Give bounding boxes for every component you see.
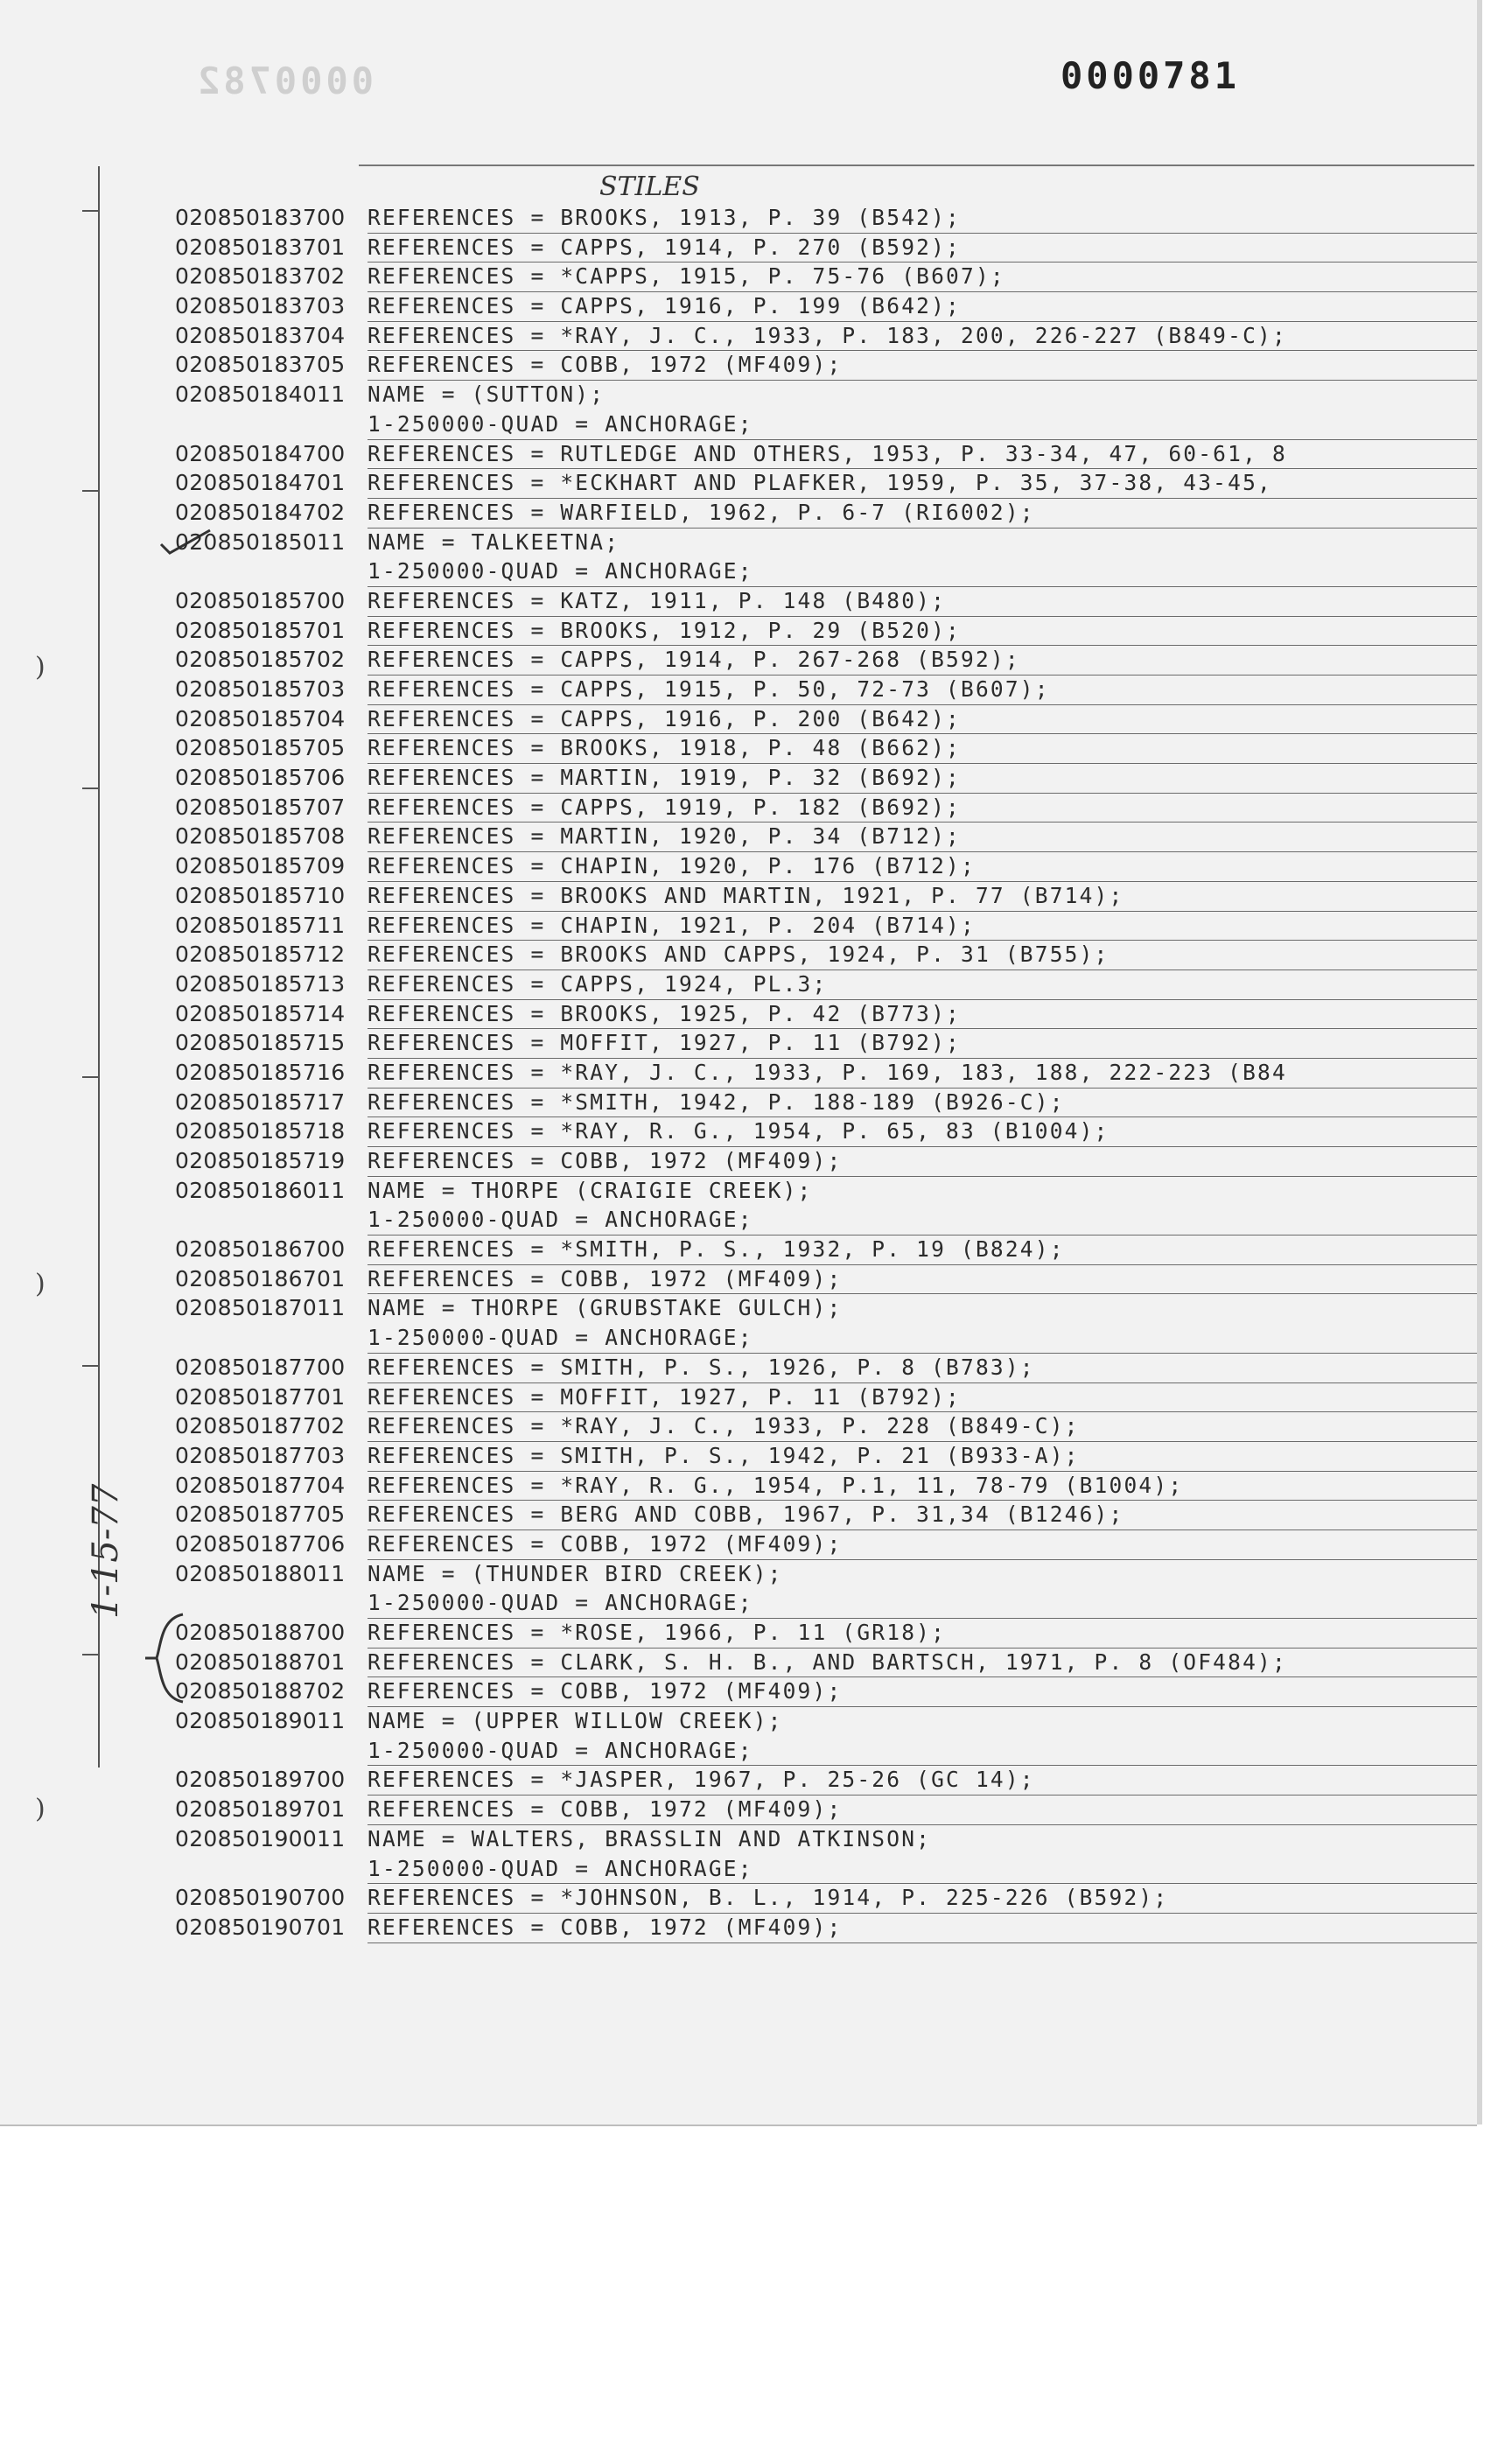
record-text: REFERENCES = RUTLEDGE AND OTHERS, 1953, P. 33-34, 47, 60-61, 8 [368,439,1477,470]
record-text: REFERENCES = COBB, 1972 (MF409); [368,1530,1477,1560]
record-id: 020850185712 [175,942,346,968]
record-row [0,1116,1477,1146]
ghost-page-number: 0000782 [194,60,374,102]
record-id: 020850185714 [175,1000,346,1026]
record-row [0,851,1477,881]
record-row [0,1088,1477,1117]
record-row [0,793,1477,822]
record-text: REFERENCES = *RAY, R. G., 1954, P.1, 11, 78-79 (B1004); [368,1471,1477,1502]
record-id: 020850186011 [175,1177,346,1203]
record-id: 020850185717 [175,1088,346,1115]
record-id: 020850184701 [175,470,346,496]
page-number: 0000781 [1060,54,1241,97]
record-text: REFERENCES = COBB, 1972 (MF409); [368,1676,1477,1707]
record-row [0,1736,1477,1766]
record-text: REFERENCES = *ROSE, 1966, P. 11 (GR18); [368,1618,1477,1648]
record-text: REFERENCES = CAPPS, 1924, PL.3; [368,970,1477,1000]
record-text: 1-250000-QUAD = ANCHORAGE; [368,1854,1477,1885]
record-row [0,999,1477,1029]
record-text: REFERENCES = CHAPIN, 1920, P. 176 (B712); [368,851,1477,882]
record-text: 1-250000-QUAD = ANCHORAGE; [368,1323,1477,1354]
record-text: REFERENCES = BROOKS AND MARTIN, 1921, P. 77 (B714); [368,881,1477,912]
record-row [0,498,1477,528]
record-row [0,970,1477,999]
record-text: REFERENCES = CAPPS, 1915, P. 50, 72-73 (B607); [368,675,1477,705]
record-id: 020850187700 [175,1354,346,1380]
record-text: NAME = (THUNDER BIRD CREEK); [368,1560,783,1586]
record-id: 020850185702 [175,647,346,673]
record-text: REFERENCES = MARTIN, 1920, P. 34 (B712); [368,822,1477,852]
record-text: REFERENCES = *SMITH, 1942, P. 188-189 (B926-C); [368,1088,1477,1118]
record-row [0,733,1477,763]
record-row [0,1854,1477,1884]
record-row [0,1146,1477,1176]
record-id: 020850184702 [175,499,346,525]
record-text: REFERENCES = *ECKHART AND PLAFKER, 1959, P. 35, 37-38, 43-45, [368,468,1477,499]
record-row [0,291,1477,321]
record-text: REFERENCES = MOFFIT, 1927, P. 11 (B792); [368,1382,1477,1413]
record-row [0,1588,1477,1618]
record-row [0,1058,1477,1088]
record-text: REFERENCES = CAPPS, 1914, P. 267-268 (B592); [368,645,1477,676]
record-row [0,468,1477,498]
record-id: 020850185716 [175,1059,346,1085]
record-text: NAME = (UPPER WILLOW CREEK); [368,1708,783,1734]
record-id: 020850183703 [175,293,346,319]
record-row [0,1411,1477,1441]
record-row [0,203,1477,233]
handwritten-name: STILES [599,172,700,202]
record-id: 020850185011 [175,528,346,555]
record-id: 020850190700 [175,1885,346,1911]
binder-hole-mark: ) [35,1269,46,1299]
record-row [0,262,1477,291]
record-text: REFERENCES = COBB, 1972 (MF409); [368,350,1477,381]
record-text: 1-250000-QUAD = ANCHORAGE; [368,556,1477,587]
record-id: 020850187702 [175,1413,346,1439]
record-row [0,763,1477,793]
record-row [0,1441,1477,1471]
record-id: 020850187705 [175,1502,346,1528]
record-text: REFERENCES = *RAY, J. C., 1933, P. 169, 183, 188, 222-223 (B84 [368,1058,1477,1088]
record-row [0,1323,1477,1353]
record-text: NAME = THORPE (CRAIGIE CREEK); [368,1177,813,1203]
record-text: REFERENCES = BROOKS AND CAPPS, 1924, P. 31 (B755); [368,940,1477,970]
record-row [0,704,1477,734]
record-text: REFERENCES = BROOKS, 1925, P. 42 (B773); [368,999,1477,1030]
record-text: NAME = (SUTTON); [368,382,606,408]
record-text: REFERENCES = WARFIELD, 1962, P. 6-7 (RI6002); [368,498,1477,528]
record-text: REFERENCES = CAPPS, 1916, P. 199 (B642); [368,291,1477,322]
binder-hole-mark: ) [35,652,46,682]
record-text: REFERENCES = MARTIN, 1919, P. 32 (B692); [368,763,1477,794]
record-id: 020850184700 [175,440,346,466]
record-id: 020850183702 [175,263,346,290]
record-row [0,1353,1477,1382]
record-id: 020850187011 [175,1295,346,1321]
record-text: 1-250000-QUAD = ANCHORAGE; [368,410,1477,440]
record-row [0,350,1477,380]
record-row [0,940,1477,970]
record-text: REFERENCES = BROOKS, 1918, P. 48 (B662); [368,733,1477,764]
record-id: 020850185701 [175,617,346,643]
record-text: REFERENCES = *RAY, R. G., 1954, P. 65, 83 (B1004); [368,1116,1477,1147]
record-row [0,645,1477,675]
record-row [0,1765,1477,1795]
record-row [0,1706,1477,1736]
record-text: REFERENCES = KATZ, 1911, P. 148 (B480); [368,586,1477,617]
record-id: 020850183700 [175,205,346,230]
record-row [0,1824,1477,1854]
record-id: 020850189700 [175,1767,346,1793]
record-row [0,233,1477,262]
record-row [0,1648,1477,1677]
record-row [0,881,1477,911]
record-text: 1-250000-QUAD = ANCHORAGE; [368,1588,1477,1619]
record-row [0,410,1477,439]
page-bottom-edge [0,2124,1477,2126]
record-row [0,1382,1477,1412]
record-id: 020850185706 [175,765,346,791]
record-id: 020850185700 [175,587,346,613]
top-rule [359,164,1474,166]
record-id: 020850187706 [175,1530,346,1557]
record-id: 020850190701 [175,1914,346,1940]
record-row [0,1913,1477,1942]
record-text: 1-250000-QUAD = ANCHORAGE; [368,1205,1477,1236]
record-id: 020850185703 [175,676,346,702]
record-id: 020850183704 [175,322,346,348]
record-id: 020850185708 [175,823,346,850]
record-text: REFERENCES = BERG AND COBB, 1967, P. 31,34 (B1246); [368,1500,1477,1530]
record-text: REFERENCES = *CAPPS, 1915, P. 75-76 (B607); [368,262,1477,292]
record-text: NAME = TALKEETNA; [368,528,620,555]
record-row [0,822,1477,851]
record-text: REFERENCES = *RAY, J. C., 1933, P. 228 (B849-C); [368,1411,1477,1442]
record-id: 020850185719 [175,1148,346,1173]
record-row [0,1471,1477,1501]
record-id: 020850185718 [175,1118,346,1144]
record-row [0,1293,1477,1323]
record-row [0,1618,1477,1648]
record-row [0,1205,1477,1235]
record-row [0,616,1477,646]
record-text: REFERENCES = *JASPER, 1967, P. 25-26 (GC 14); [368,1765,1477,1796]
record-text: NAME = THORPE (GRUBSTAKE GULCH); [368,1295,843,1321]
record-text: REFERENCES = CAPPS, 1914, P. 270 (B592); [368,233,1477,263]
record-id: 020850185715 [175,1030,346,1056]
record-id: 020850185705 [175,735,346,761]
record-text: REFERENCES = CAPPS, 1919, P. 182 (B692); [368,793,1477,823]
record-text: REFERENCES = *JOHNSON, B. L., 1914, P. 225-226 (B592); [368,1883,1477,1914]
record-row [0,675,1477,704]
record-id: 020850188011 [175,1560,346,1586]
record-id: 020850187703 [175,1442,346,1468]
records-list [0,203,1477,1942]
page-edge-shadow [1477,0,1482,2124]
record-id: 020850185709 [175,853,346,879]
record-row [0,439,1477,469]
record-row [0,1235,1477,1264]
record-id: 020850183701 [175,234,346,260]
record-text: REFERENCES = MOFFIT, 1927, P. 11 (B792); [368,1028,1477,1059]
record-text: REFERENCES = BROOKS, 1913, P. 39 (B542); [368,203,1477,234]
record-row [0,321,1477,351]
record-text: REFERENCES = SMITH, P. S., 1942, P. 21 (B933-A); [368,1441,1477,1472]
record-id: 020850188701 [175,1648,346,1675]
record-text: REFERENCES = SMITH, P. S., 1926, P. 8 (B783); [368,1353,1477,1383]
record-row [0,1264,1477,1294]
record-row [0,1530,1477,1559]
record-row [0,911,1477,941]
record-id: 020850190011 [175,1825,346,1852]
record-row [0,1883,1477,1913]
record-row [0,586,1477,616]
record-id: 020850186701 [175,1265,346,1292]
record-text: REFERENCES = COBB, 1972 (MF409); [368,1146,1477,1177]
record-id: 020850189701 [175,1796,346,1823]
record-row [0,528,1477,557]
record-row [0,380,1477,410]
record-id: 020850186700 [175,1236,346,1263]
record-id: 020850184011 [175,382,346,408]
handwritten-date: 1-15-77 [86,1483,126,1619]
record-text: REFERENCES = CHAPIN, 1921, P. 204 (B714); [368,911,1477,942]
record-id: 020850187701 [175,1383,346,1410]
record-text: REFERENCES = BROOKS, 1912, P. 29 (B520); [368,616,1477,647]
binder-hole-mark: ) [35,1794,46,1824]
record-text: REFERENCES = CLARK, S. H. B., AND BARTSCH, 1971, P. 8 (OF484); [368,1648,1477,1678]
record-id: 020850188702 [175,1678,346,1704]
record-text: REFERENCES = *SMITH, P. S., 1932, P. 19 (B824); [368,1235,1477,1265]
record-id: 020850187704 [175,1472,346,1498]
record-text: REFERENCES = *RAY, J. C., 1933, P. 183, 200, 226-227 (B849-C); [368,321,1477,352]
record-row [0,1559,1477,1589]
record-id: 020850188700 [175,1620,346,1645]
record-row [0,1176,1477,1206]
record-row [0,1500,1477,1530]
record-text: REFERENCES = COBB, 1972 (MF409); [368,1264,1477,1295]
record-text: REFERENCES = COBB, 1972 (MF409); [368,1913,1477,1943]
record-text: REFERENCES = COBB, 1972 (MF409); [368,1795,1477,1825]
record-row [0,556,1477,586]
record-text: 1-250000-QUAD = ANCHORAGE; [368,1736,1477,1767]
record-id: 020850189011 [175,1708,346,1734]
record-id: 020850185711 [175,912,346,938]
record-id: 020850185704 [175,705,346,732]
record-id: 020850183705 [175,352,346,378]
record-id: 020850185713 [175,970,346,997]
record-row [0,1795,1477,1824]
record-row [0,1676,1477,1706]
record-id: 020850185710 [175,882,346,908]
record-text: REFERENCES = CAPPS, 1916, P. 200 (B642); [368,704,1477,735]
record-id: 020850185707 [175,794,346,820]
record-row [0,1028,1477,1058]
record-text: NAME = WALTERS, BRASSLIN AND ATKINSON; [368,1825,932,1852]
